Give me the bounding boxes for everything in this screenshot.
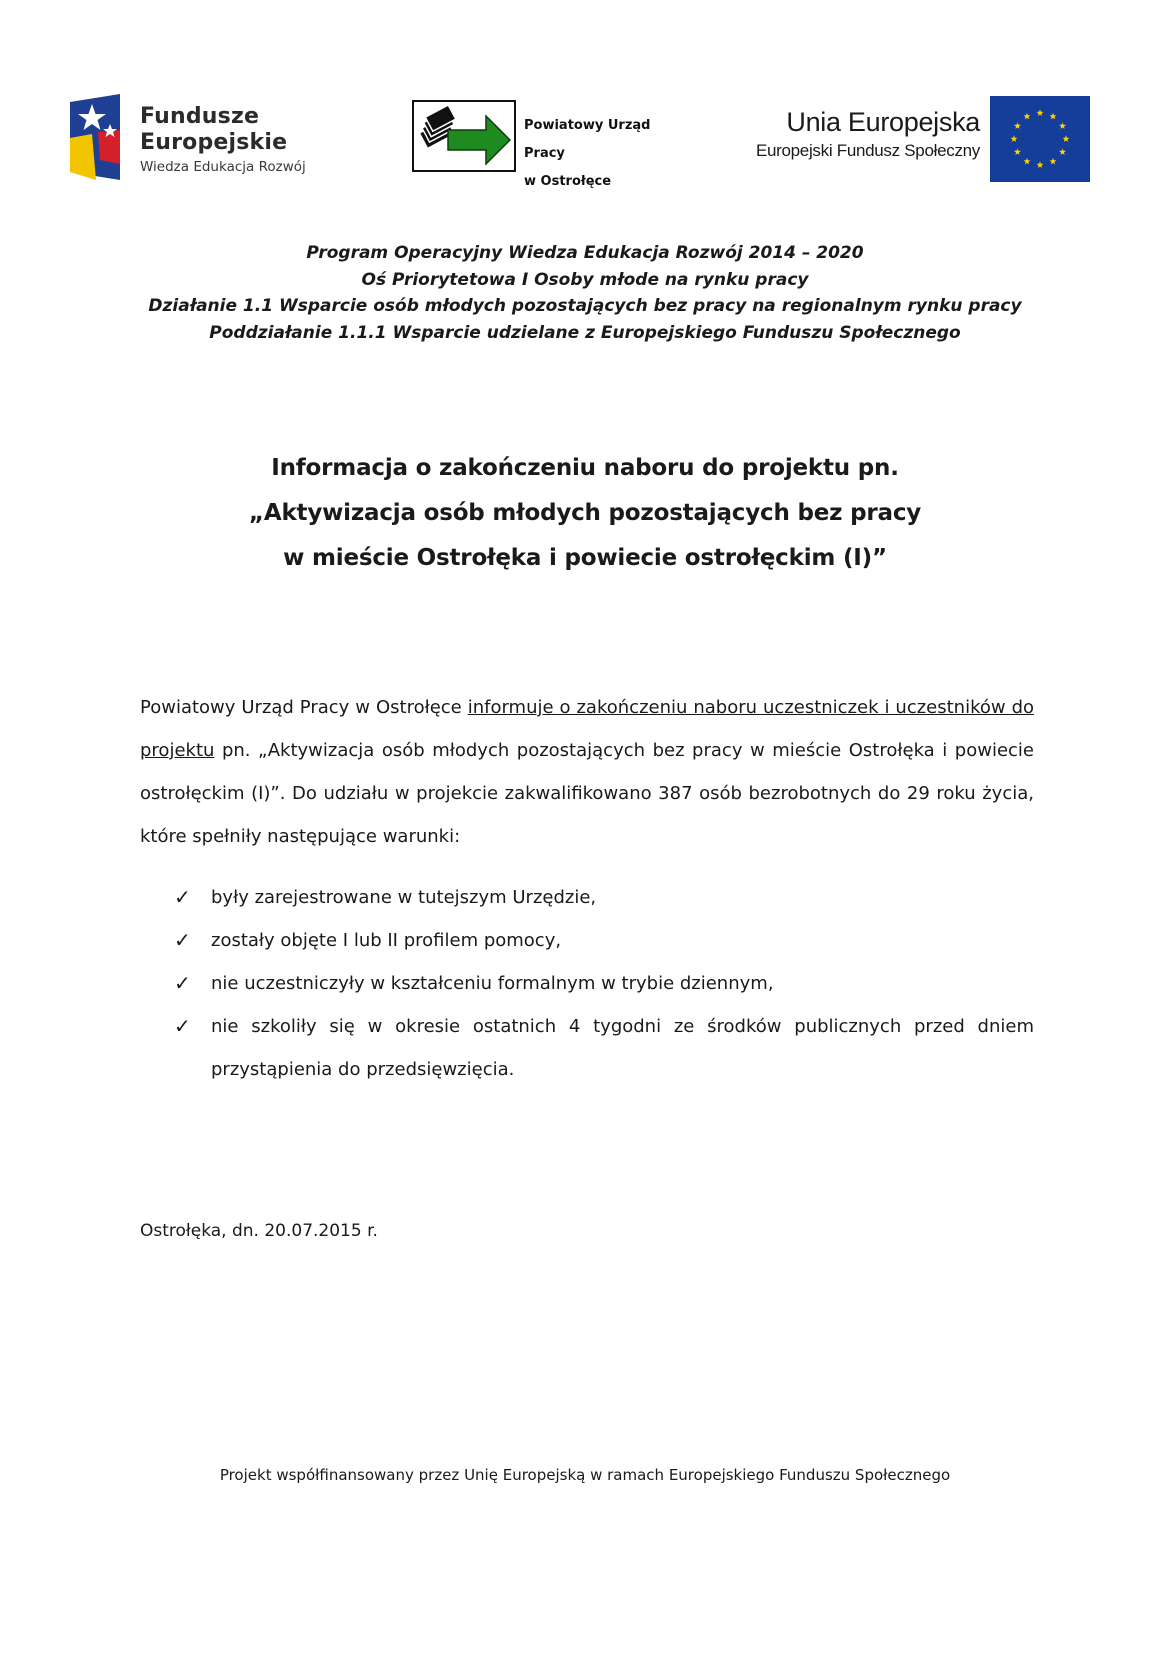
eu-star-icon: [1050, 113, 1057, 120]
checkmark-icon: ✓: [174, 1014, 191, 1038]
eu-star-icon: [1011, 135, 1018, 142]
title-line3: w mieście Ostrołęka i powiecie ostrołęckim (I)”: [283, 545, 887, 571]
eu-star-icon: [1037, 161, 1044, 168]
list-item: [140, 919, 1034, 962]
eu-star-icon: [1024, 158, 1031, 165]
conditions-list: [140, 876, 1034, 1091]
condition-text: nie uczestniczyły w kształceniu formalnym w trybie dziennym,: [211, 973, 774, 994]
body-paragraph: [140, 686, 1034, 858]
eu-star-icon: [1024, 113, 1031, 120]
checkmark-icon: ✓: [174, 971, 191, 995]
body-underlined-text: informuje o zakończeniu naboru uczestniczek i uczestników do projektu: [140, 697, 1035, 761]
program-line3: Działanie 1.1 Wsparcie osób młodych pozostających bez pracy na regionalnym rynku pracy: [148, 296, 1022, 316]
condition-text: nie szkoliły się w okresie ostatnich 4 tygodni ze środków publicznych przed dniem przystąpienia do przedsięwzięcia.: [211, 1016, 1034, 1080]
program-line2: Oś Priorytetowa I Osoby młode na rynku pracy: [361, 269, 809, 290]
program-info: [100, 240, 1070, 346]
pup-logo-box: [412, 100, 516, 172]
eu-star-icon: [1014, 122, 1021, 129]
list-item: [140, 1005, 1034, 1091]
pup-logo-line2: w Ostrołęce: [524, 174, 612, 189]
ue-logo-line1: Unia Europejska: [786, 107, 980, 137]
fundusze-europejskie-emblem-icon: [70, 94, 120, 180]
footer-note: Projekt współfinansowany przez Unię Europejską w ramach Europejskiego Funduszu Społecznego: [219, 1466, 951, 1484]
eu-star-icon: [1059, 122, 1066, 129]
checkmark-icon: ✓: [174, 885, 191, 909]
eu-star-icon: [1050, 158, 1057, 165]
fundusze-europejskie-logo: [70, 94, 340, 184]
condition-text: były zarejestrowane w tutejszym Urzędzie,: [211, 887, 597, 908]
title-line2: „Aktywizacja osób młodych pozostających bez pracy: [248, 500, 922, 526]
program-line4: Poddziałanie 1.1.1 Wsparcie udzielane z Europejskiego Funduszu Społecznego: [209, 322, 961, 343]
ue-logo-line2: Europejski Fundusz Społeczny: [755, 141, 980, 160]
condition-text: zostały objęte I lub II profilem pomocy,: [211, 930, 562, 951]
eu-star-icon: [1063, 135, 1070, 142]
fe-logo-line1: Fundusze: [140, 104, 260, 129]
fe-logo-line2: Europejskie: [140, 130, 288, 155]
title-line1: Informacja o zakończeniu naboru do projektu pn.: [271, 455, 899, 481]
eu-star-icon: [1037, 109, 1044, 116]
body-part2: pn. „Aktywizacja osób młodych pozostających bez pracy w mieście Ostrołęka i powiecie ostrołęckim (I)”. Do udziału w projekcie zakwalifikowano 387 osób bezrobotnych do 29 roku życia, które spełniły następujące warunki:: [140, 740, 1034, 847]
pup-logo-line1: Powiatowy Urząd Pracy: [524, 118, 651, 161]
eu-star-icon: [1014, 148, 1021, 155]
eu-flag: [990, 96, 1090, 182]
ue-logo-text: [740, 106, 980, 164]
list-item: [140, 876, 1034, 919]
body-part1: Powiatowy Urząd Pracy w Ostrołęce: [140, 697, 468, 718]
fe-logo-line3: Wiedza Edukacja Rozwój: [140, 159, 306, 175]
document-title: [120, 446, 1050, 581]
checkmark-icon: ✓: [174, 928, 191, 952]
list-item: [140, 962, 1034, 1005]
pup-documents-arrow-icon: [414, 102, 514, 170]
pup-logo: [412, 100, 692, 189]
document-date: Ostrołęka, dn. 20.07.2015 r.: [140, 1221, 378, 1241]
eu-stars-icon: [990, 96, 1090, 182]
program-line1: Program Operacyjny Wiedza Edukacja Rozwój 2014 – 2020: [306, 243, 864, 263]
eu-star-icon: [1059, 148, 1066, 155]
